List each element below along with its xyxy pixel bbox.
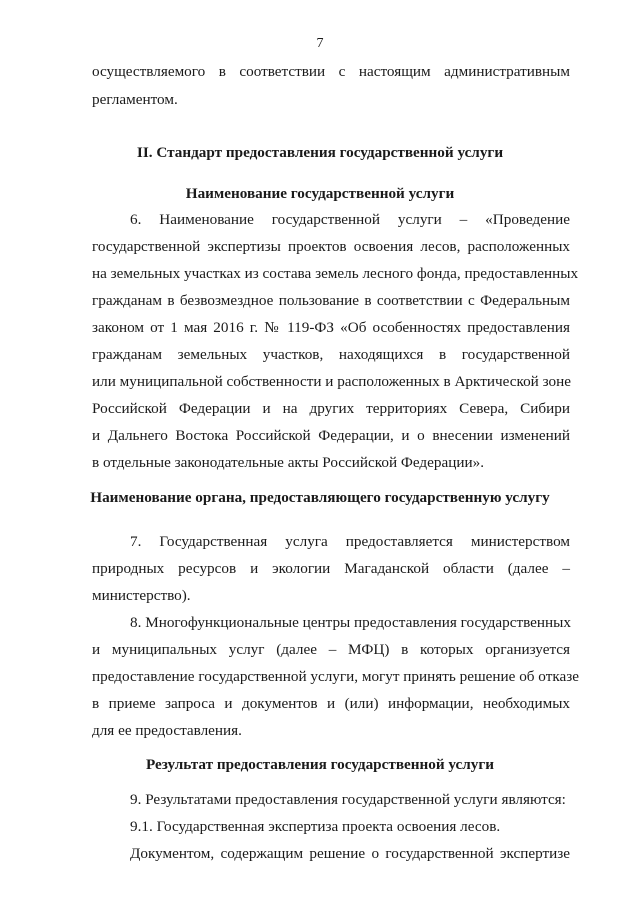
paragraph-6-line: на земельных участках из состава земель лесного фонда, предоставленных — [92, 265, 579, 282]
paragraph-6-line: 6. Наименование государственной услуги – «Проведение — [130, 211, 570, 228]
heading-result: Результат предоставления государственной услуги — [145, 756, 495, 773]
heading-service-name: Наименование государственной услуги — [185, 185, 455, 202]
paragraph-6-line: и Дальнего Востока Российской Федерации, и о внесении изменений — [92, 427, 570, 444]
paragraph-7-line: министерство). — [92, 587, 191, 604]
intro-line-1: осуществляемого в соответствии с настоящим административным — [92, 63, 570, 80]
paragraph-6-line: гражданам в безвозмездное пользование в соответствии с Федеральным — [92, 292, 570, 309]
paragraph-7-line: 7. Государственная услуга предоставляется министерством — [130, 533, 570, 550]
paragraph-6-line: законом от 1 мая 2016 г. № 119-ФЗ «Об особенностях предоставления — [92, 319, 570, 336]
paragraph-9: 9. Результатами предоставления государственной услуги являются: — [130, 791, 566, 808]
page-number: 7 — [316, 36, 324, 51]
paragraph-7-line: природных ресурсов и экологии Магаданской области (далее – — [92, 560, 570, 577]
paragraph-8-line: и муниципальных услуг (далее – МФЦ) в которых организуется — [92, 641, 570, 658]
paragraph-9-1: 9.1. Государственная экспертиза проекта освоения лесов. — [130, 818, 501, 835]
paragraph-8-line: 8. Многофункциональные центры предоставления государственных — [130, 614, 571, 631]
paragraph-6-line: или муниципальной собственности и расположенных в Арктической зоне — [92, 373, 571, 390]
paragraph-6-line: Российской Федерации и на других территориях Севера, Сибири — [92, 400, 570, 417]
paragraph-8-line: в приеме запроса и документов и (или) информации, необходимых — [92, 695, 570, 712]
paragraph-last-line: Документом, содержащим решение о государственной экспертизе — [130, 845, 570, 862]
paragraph-6-line: в отдельные законодательные акты Российской Федерации». — [92, 454, 485, 471]
section-title: II. Стандарт предоставления государственной услуги — [136, 144, 504, 161]
paragraph-8-line: для ее предоставления. — [92, 722, 242, 739]
intro-line-2: регламентом. — [92, 91, 178, 108]
paragraph-6-line: гражданам земельных участков, находящихся в государственной — [92, 346, 570, 363]
paragraph-6-line: государственной экспертизы проектов освоения лесов, расположенных — [92, 238, 570, 255]
heading-organ: Наименование органа, предоставляющего государственную услугу — [90, 489, 550, 506]
paragraph-8-line: предоставление государственной услуги, могут принять решение об отказе — [92, 668, 579, 685]
